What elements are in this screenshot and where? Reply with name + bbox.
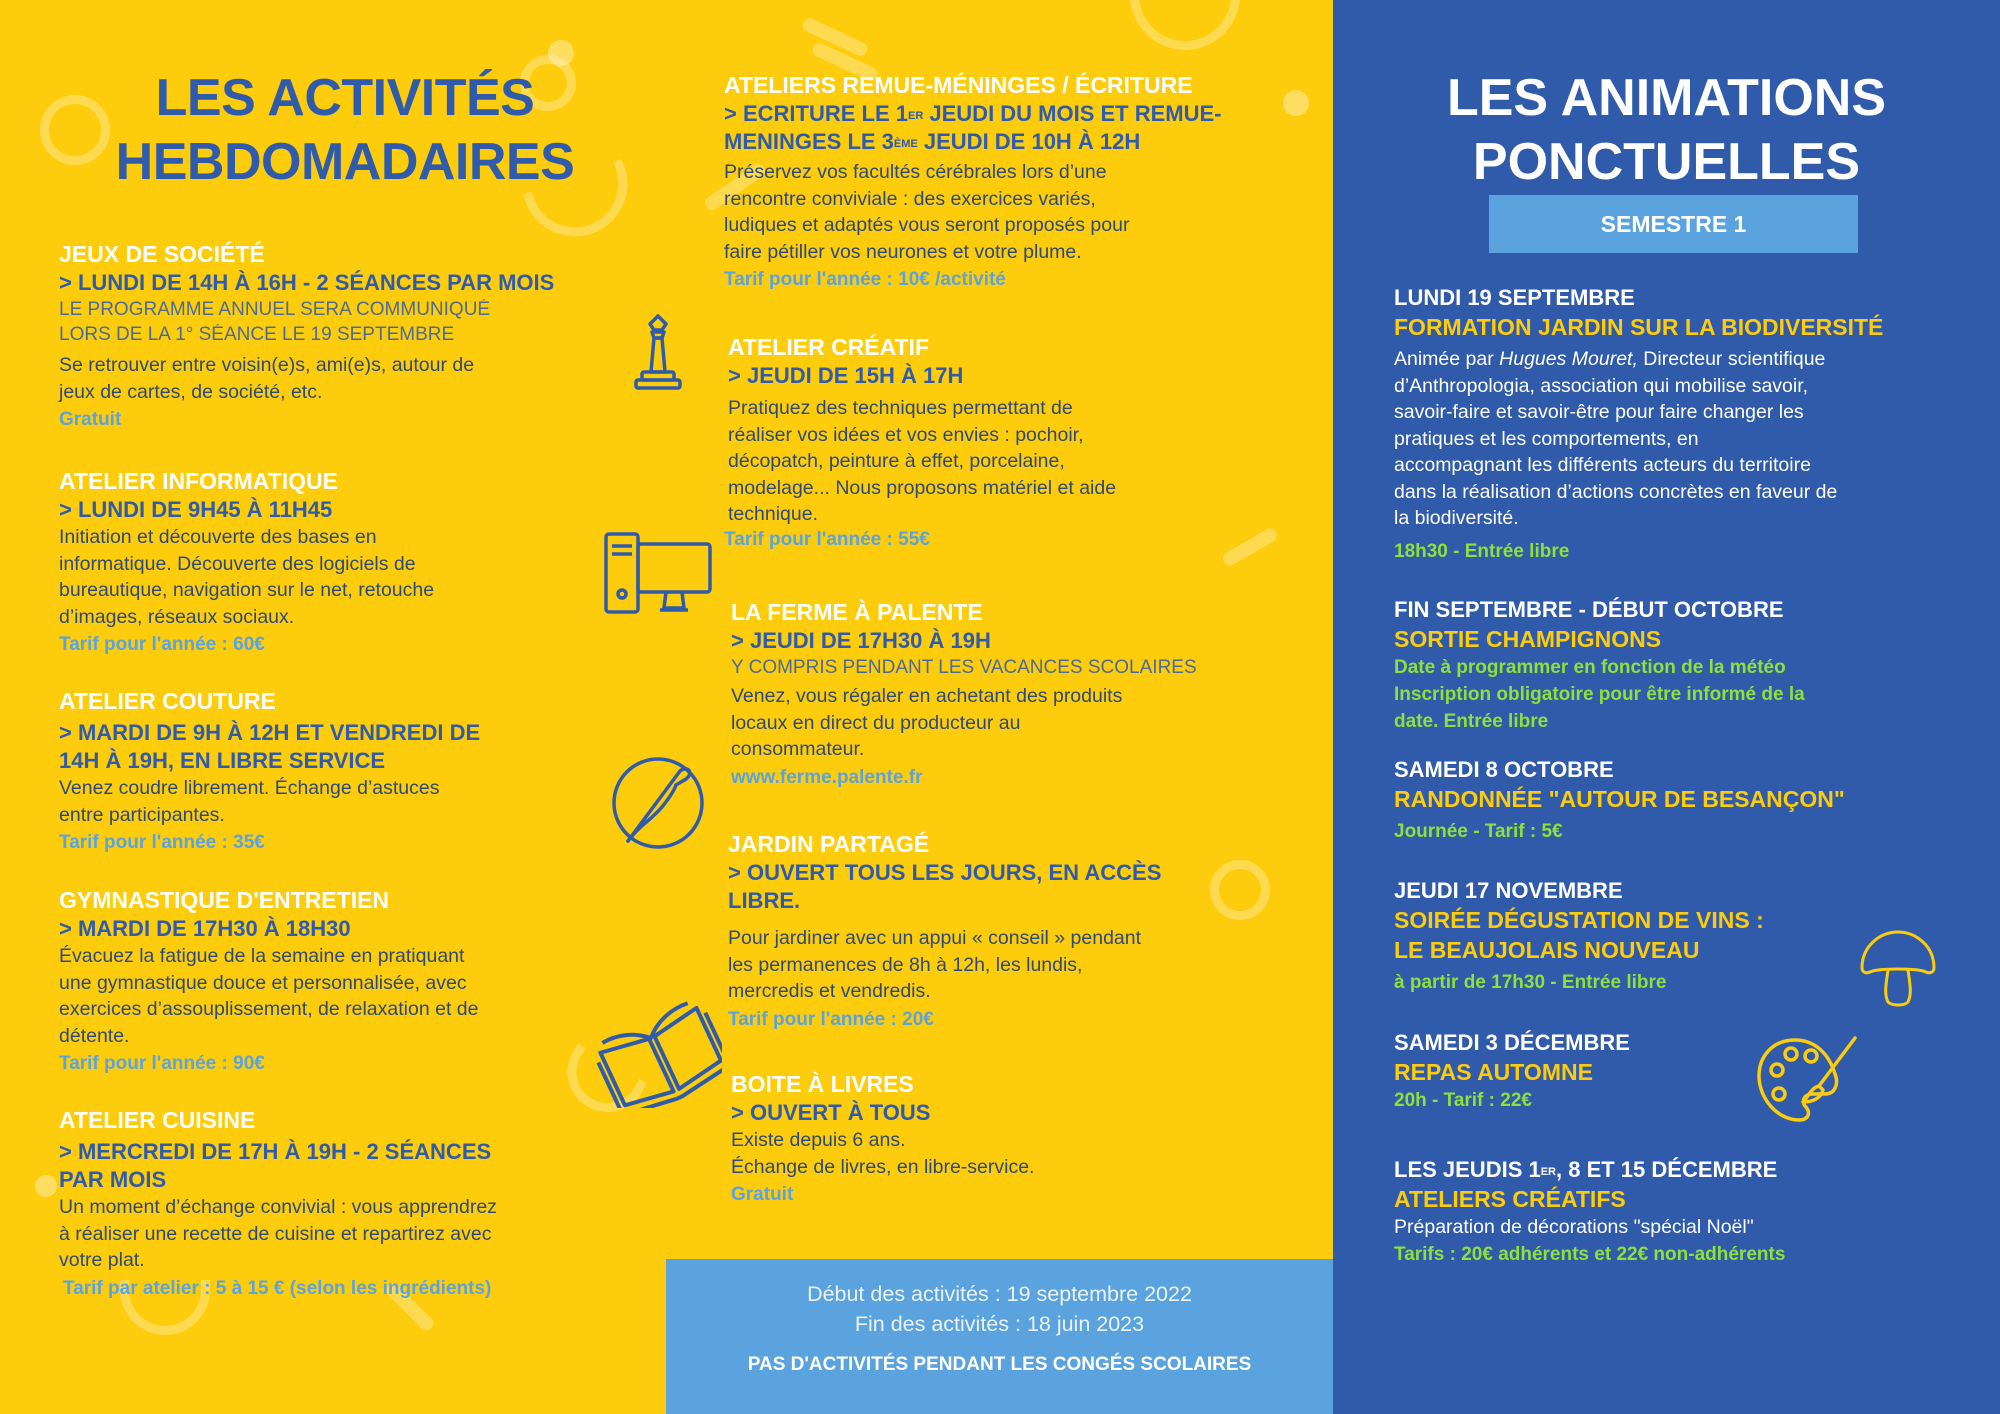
chess-pawn-icon: [630, 312, 686, 392]
activity-note: LE PROGRAMME ANNUEL SERA COMMUNIQUÉ: [59, 299, 491, 320]
activity-description: mercredis et vendredis.: [728, 980, 931, 1002]
activity-description: exercices d’assouplissement, de relaxation et de: [59, 998, 479, 1020]
activity-schedule: > OUVERT À TOUS: [731, 1100, 931, 1125]
event-date: SAMEDI 3 DÉCEMBRE: [1394, 1030, 1630, 1055]
activity-schedule: > LUNDI DE 14H À 16H - 2 SÉANCES PAR MOIS: [59, 270, 555, 295]
computer-icon: [604, 530, 714, 616]
event-date: FIN SEPTEMBRE - DÉBUT OCTOBRE: [1394, 597, 1784, 622]
title-line: LES ANIMATIONS: [1446, 69, 1887, 127]
activity-price: Tarif pour l'année : 60€: [59, 634, 265, 655]
season-dates-box: [666, 1259, 1333, 1414]
activity-schedule: 14H À 19H, EN LIBRE SERVICE: [59, 748, 386, 773]
activity-description: faire pétiller vos neurones et votre plume.: [724, 240, 1082, 263]
event-speaker-name: Hugues Mouret,: [1499, 348, 1638, 370]
event-description-text: Directeur scientifique: [1637, 348, 1826, 370]
activity-description: entre participantes.: [59, 803, 225, 826]
activity-description: locaux en direct du producteur au: [731, 711, 1021, 734]
event-description: pratiques et les comportements, en: [1394, 427, 1699, 450]
event-title: LE BEAUJOLAIS NOUVEAU: [1394, 937, 1700, 963]
activity-title: JARDIN PARTAGÉ: [728, 831, 930, 857]
event-info: 18h30 - Entrée libre: [1394, 540, 1570, 562]
activity-description: réaliser vos idées et vos envies : pochoir,: [728, 423, 1084, 446]
activity-schedule: PAR MOIS: [59, 1167, 167, 1192]
activity-description: Venez, vous régaler en achetant des produits: [731, 685, 1123, 707]
activity-title: ATELIER CUISINE: [59, 1107, 256, 1133]
activity-price: Tarif pour l'année : 10€ /activité: [724, 269, 1006, 290]
title-line: HEBDOMADAIRES: [115, 133, 575, 191]
activity-shared-garden: [728, 830, 1288, 1035]
activity-description: Préservez vos facultés cérébrales lors d’une: [724, 161, 1107, 183]
activity-price: Tarif par atelier : 5 à 15 € (selon les ingrédients): [63, 1277, 492, 1299]
activity-description: d’images, réseaux sociaux.: [59, 605, 295, 628]
event-info: Inscription obligatoire pour être informé de la: [1394, 684, 1805, 705]
activity-price: Tarif pour l'année : 35€: [59, 832, 265, 853]
activity-description: décopatch, peinture à effet, porcelaine,: [728, 450, 1065, 472]
activity-schedule: > ECRITURE LE 1ER JEUDI DU MOIS ET REMUE-: [724, 101, 1222, 126]
event-title: ATELIERS CRÉATIFS: [1394, 1186, 1626, 1212]
activity-title: LA FERME À PALENTE: [731, 599, 983, 625]
activity-title: GYMNASTIQUE D'ENTRETIEN: [59, 887, 390, 913]
activity-description: modelage... Nous proposons matériel et aide: [728, 476, 1117, 499]
decor-dot: [35, 1175, 57, 1197]
activity-palente-farm: [731, 598, 1311, 793]
event-description: dans la réalisation d’actions concrètes en faveur de: [1394, 480, 1838, 503]
activity-description: Pratiquez des techniques permettant de: [728, 397, 1073, 419]
event-info: Journée - Tarif : 5€: [1394, 821, 1563, 842]
event-autumn-meal: [1394, 1029, 1794, 1114]
activity-board-games: [59, 240, 639, 435]
event-description: [1394, 346, 1974, 373]
event-date: SAMEDI 8 OCTOBRE: [1394, 757, 1614, 782]
activity-price: Gratuit: [731, 1184, 794, 1205]
activity-description: Pour jardiner avec un appui « conseil » pendant: [728, 927, 1142, 949]
activity-title: JEUX DE SOCIÉTÉ: [59, 241, 265, 267]
activity-description: votre plat.: [59, 1249, 145, 1271]
activity-description: Évacuez la fatigue de la semaine en pratiquant: [59, 945, 465, 967]
activity-computer-workshop: [59, 467, 619, 660]
activity-brain-writing-workshops: [724, 71, 1324, 295]
activity-gymnastics: [59, 886, 639, 1079]
needle-thread-icon: [610, 755, 706, 851]
event-title: SORTIE CHAMPIGNONS: [1394, 626, 1662, 652]
activity-book-box: [731, 1070, 1291, 1210]
holidays-note: PAS D'ACTIVITÉS PENDANT LES CONGÉS SCOLAIRES: [747, 1354, 1252, 1375]
season-start: Début des activités : 19 septembre 2022: [807, 1282, 1192, 1306]
event-title: SOIRÉE DÉGUSTATION DE VINS :: [1394, 907, 1764, 933]
event-description: savoir-faire et savoir-être pour faire changer les: [1394, 401, 1804, 423]
activity-cooking-workshop: [59, 1106, 649, 1304]
activity-title: ATELIERS REMUE-MÉNINGES / ÉCRITURE: [724, 72, 1193, 98]
activity-schedule: > MARDI DE 9H À 12H ET VENDREDI DE: [59, 720, 481, 745]
event-date: LES JEUDIS 1ER, 8 ET 15 DÉCEMBRE: [1394, 1157, 1778, 1182]
event-description: Préparation de décorations "spécial Noël": [1394, 1216, 1754, 1238]
activity-description: bureautique, navigation sur le net, retouche: [59, 579, 435, 601]
activity-description: technique.: [728, 503, 818, 525]
activity-description: à réaliser une recette de cuisine et repartirez avec: [59, 1222, 492, 1245]
event-info: à partir de 17h30 - Entrée libre: [1394, 972, 1667, 993]
activity-creative-workshop: [724, 333, 1288, 552]
open-book-icon: [596, 998, 722, 1108]
event-hike-besancon: [1394, 756, 1954, 845]
activity-schedule: > MARDI DE 17H30 À 18H30: [59, 916, 351, 941]
event-description-lead: Animée par: [1394, 348, 1500, 370]
activity-sewing-workshop: [59, 687, 619, 858]
event-description: la biodiversité.: [1394, 507, 1519, 529]
activity-description: rencontre conviviale : des exercices variés,: [724, 187, 1096, 210]
event-mushroom-outing: [1394, 596, 1954, 735]
activity-title: ATELIER INFORMATIQUE: [59, 468, 338, 494]
palette-brush-icon: [1755, 1034, 1861, 1126]
event-date: LUNDI 19 SEPTEMBRE: [1394, 285, 1635, 310]
weekly-activities-title: [60, 66, 630, 194]
occasional-events-title: [1333, 66, 2000, 194]
activity-description: jeux de cartes, de société, etc.: [59, 380, 323, 403]
activity-note: Y COMPRIS PENDANT LES VACANCES SCOLAIRES: [731, 657, 1197, 678]
activity-description: Venez coudre librement. Échange d’astuces: [59, 777, 440, 799]
mushroom-icon: [1858, 928, 1938, 1008]
activity-description: Un moment d’échange convivial : vous apprendrez: [59, 1196, 497, 1218]
season-end: Fin des activités : 18 juin 2023: [854, 1312, 1145, 1336]
activity-price: Gratuit: [59, 409, 122, 430]
title-line: PONCTUELLES: [1472, 133, 1861, 191]
activity-description: consommateur.: [731, 738, 865, 760]
activity-title: ATELIER COUTURE: [59, 688, 276, 714]
event-biodiversity-training: [1394, 284, 1974, 565]
activity-schedule: MENINGES LE 3ÈME JEUDI DE 10H À 12H: [724, 129, 1141, 154]
activity-description: ludiques et adaptés vous seront proposés pour: [724, 214, 1130, 236]
title-line: LES ACTIVITÉS: [155, 69, 535, 127]
activity-description: Existe depuis 6 ans.: [731, 1129, 906, 1151]
activity-description: une gymnastique douce et personnalisée, avec: [59, 971, 467, 994]
semester-badge: SEMESTRE 1: [1489, 195, 1858, 253]
activity-schedule: > LUNDI DE 9H45 À 11H45: [59, 497, 333, 522]
activity-schedule: LIBRE.: [728, 888, 801, 913]
event-info: Tarifs : 20€ adhérents et 22€ non-adhérents: [1394, 1243, 1786, 1265]
event-creative-workshops: [1394, 1156, 1974, 1268]
activity-title: ATELIER CRÉATIF: [728, 334, 930, 360]
activity-description: informatique. Découverte des logiciels de: [59, 552, 416, 575]
activity-description: les permanences de 8h à 12h, les lundis,: [728, 953, 1083, 976]
activity-schedule: > JEUDI DE 17H30 À 19H: [731, 628, 991, 653]
event-title: RANDONNÉE "AUTOUR DE BESANÇON": [1394, 786, 1845, 812]
activity-description: Échange de livres, en libre-service.: [731, 1155, 1035, 1178]
event-description: accompagnant les différents acteurs du territoire: [1394, 454, 1811, 476]
event-info: 20h - Tarif : 22€: [1394, 1090, 1532, 1111]
activity-schedule: > JEUDI DE 15H À 17H: [728, 363, 964, 388]
event-date: JEUDI 17 NOVEMBRE: [1394, 878, 1623, 903]
event-info: Date à programmer en fonction de la météo: [1394, 657, 1786, 678]
activity-description: Se retrouver entre voisin(e)s, ami(e)s, autour de: [59, 354, 475, 376]
activity-description: Initiation et découverte des bases en: [59, 526, 377, 548]
event-title: FORMATION JARDIN SUR LA BIODIVERSITÉ: [1394, 314, 1884, 340]
activity-schedule: > OUVERT TOUS LES JOURS, EN ACCÈS: [728, 860, 1162, 885]
activity-price: Tarif pour l'année : 20€: [728, 1008, 934, 1030]
activity-price: Tarif pour l'année : 55€: [724, 528, 930, 550]
activity-description: détente.: [59, 1024, 130, 1047]
event-wine-tasting: [1394, 877, 1874, 996]
activity-schedule: > MERCREDI DE 17H À 19H - 2 SÉANCES: [59, 1139, 492, 1164]
farm-website-link[interactable]: www.ferme.palente.fr: [731, 766, 923, 788]
event-info: date. Entrée libre: [1394, 711, 1549, 732]
event-description: d’Anthropologia, association qui mobilise savoir,: [1394, 374, 1809, 397]
event-title: REPAS AUTOMNE: [1394, 1059, 1593, 1085]
activity-note: LORS DE LA 1° SÉANCE LE 19 SEPTEMBRE: [59, 324, 455, 345]
activity-title: BOITE À LIVRES: [731, 1071, 914, 1097]
decor-half-circle: [1130, 0, 1240, 50]
activity-price: Tarif pour l'année : 90€: [59, 1053, 265, 1074]
